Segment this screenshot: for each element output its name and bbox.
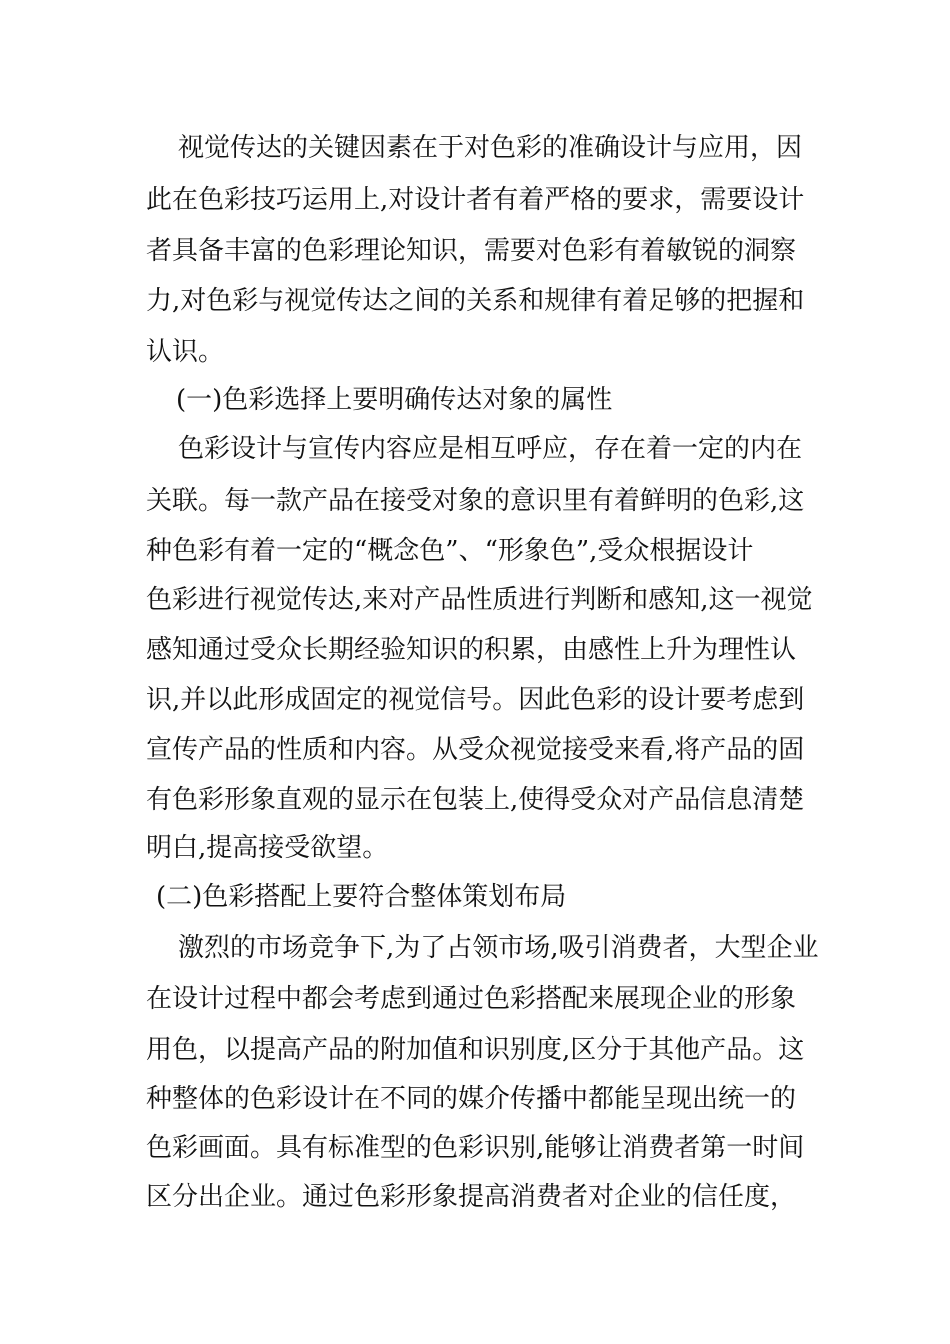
paragraph-2-line-1: 色彩设计与宣传内容应是相互呼应，存在着一定的内在 bbox=[178, 434, 803, 464]
paragraph-1-line-2: 此在色彩技巧运用上,对设计者有着严格的要求，需要设计 bbox=[146, 185, 805, 215]
paragraph-3-line-3: 用色，以提高产品的附加值和识别度,区分于其他产品。这 bbox=[146, 1035, 805, 1065]
paragraph-1-line-1: 视觉传达的关键因素在于对色彩的准确设计与应用，因 bbox=[178, 133, 803, 163]
paragraph-2-line-4: 色彩进行视觉传达,来对产品性质进行判断和感知,这一视觉 bbox=[146, 585, 813, 615]
paragraph-3-line-2: 在设计过程中都会考虑到通过色彩搭配来展现企业的形象 bbox=[146, 984, 797, 1014]
paragraph-3-line-6: 区分出企业。通过色彩形象提高消费者对企业的信任度， bbox=[146, 1182, 797, 1212]
paragraph-3-line-4: 种整体的色彩设计在不同的媒介传播中都能呈现出统一的 bbox=[146, 1084, 797, 1114]
paragraph-2-line-9: 明白,提高接受欲望。 bbox=[146, 833, 389, 863]
paragraph-2-line-2: 关联。每一款产品在接受对象的意识里有着鲜明的色彩,这 bbox=[146, 486, 805, 516]
paragraph-3-line-5: 色彩画面。具有标准型的色彩识别,能够让消费者第一时间 bbox=[146, 1133, 805, 1163]
paragraph-2-line-6: 识,并以此形成固定的视觉信号。因此色彩的设计要考虑到 bbox=[146, 685, 805, 715]
paragraph-2-line-5: 感知通过受众长期经验知识的积累，由感性上升为理性认 bbox=[146, 635, 797, 665]
paragraph-1-line-5: 认识。 bbox=[146, 337, 225, 367]
paragraph-2-line-3: 种色彩有着一定的“概念色”、“形象色”,受众根据设计 bbox=[146, 536, 754, 566]
section-heading-1: (一)色彩选择上要明确传达对象的属性 bbox=[176, 385, 613, 415]
paragraph-3-line-1: 激烈的市场竞争下,为了占领市场,吸引消费者，大型企业 bbox=[178, 933, 819, 963]
paragraph-1-line-3: 者具备丰富的色彩理论知识，需要对色彩有着敏锐的洞察 bbox=[146, 236, 797, 266]
paragraph-2-line-8: 有色彩形象直观的显示在包装上,使得受众对产品信息清楚 bbox=[146, 785, 805, 815]
paragraph-1-line-4: 力,对色彩与视觉传达之间的关系和规律有着足够的把握和 bbox=[146, 286, 805, 316]
section-heading-2: (二)色彩搭配上要符合整体策划布局 bbox=[156, 882, 567, 912]
paragraph-2-line-7: 宣传产品的性质和内容。从受众视觉接受来看,将产品的固 bbox=[146, 735, 805, 765]
